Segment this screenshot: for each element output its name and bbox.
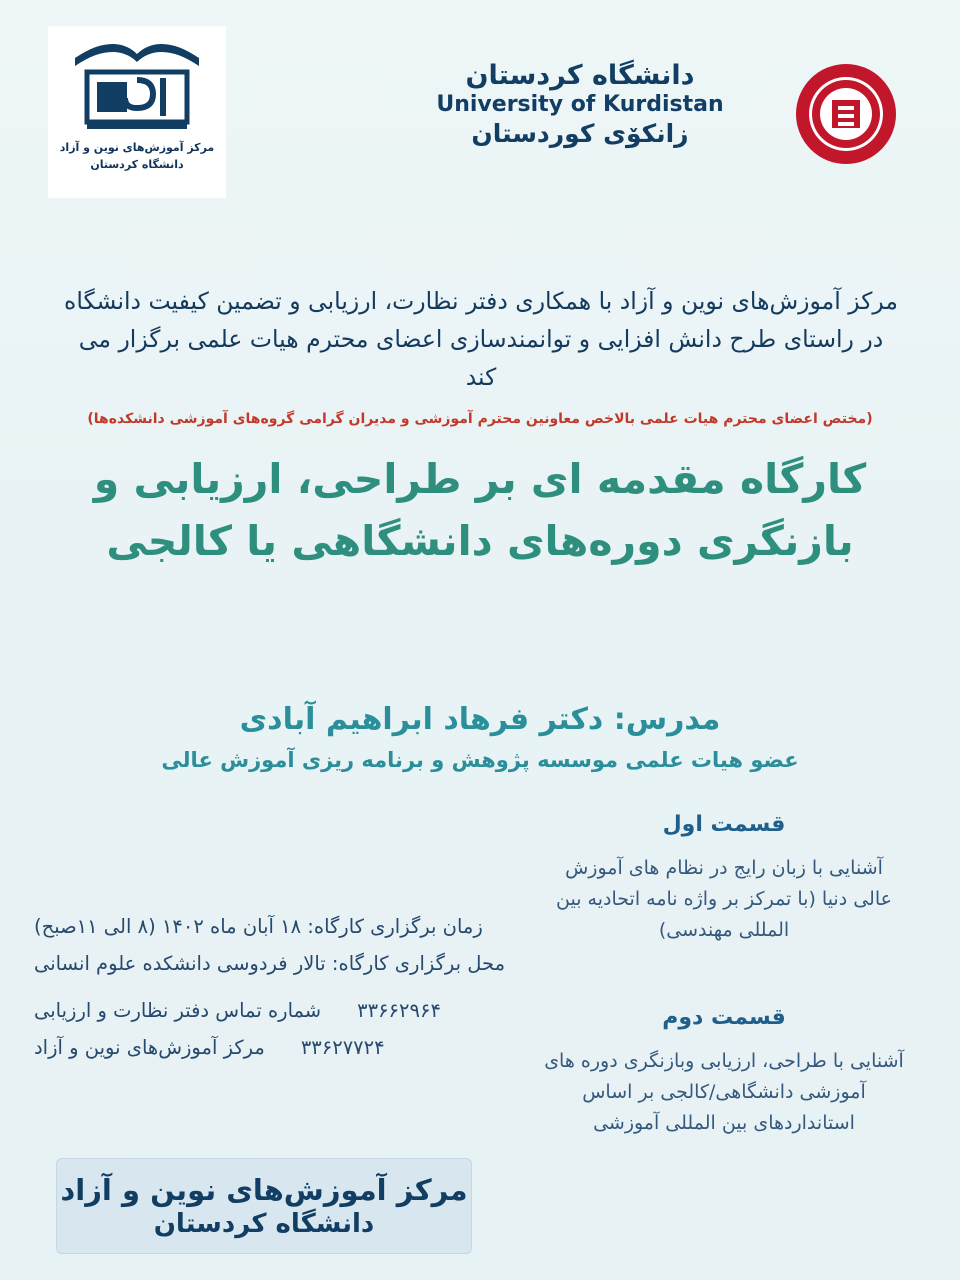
university-seal-icon xyxy=(794,62,898,166)
instructor-affiliation: عضو هیات علمی موسسه پژوهش و برنامه ریزی آموزش عالی xyxy=(161,747,799,772)
university-name-block xyxy=(420,60,740,149)
part-one-body: آشنایی با زبان رایج در نظام های آموزش عالی دنیا (با تمرکز بر واژه نامه اتحادیه بین المللی مهندسی) xyxy=(556,857,892,941)
university-name-en: University of Kurdistan xyxy=(436,92,724,118)
center-logo-caption-line1: مرکز آموزش‌های نوین و آزاد xyxy=(59,141,215,154)
part-two-body: آشنایی با طراحی، ارزیابی وبازنگری دوره های آموزشی دانشگاهی/کالجی بر اساس استانداردهای بین المللی آموزشی xyxy=(544,1050,904,1134)
footer-badge-line2: دانشگاه کردستان xyxy=(153,1208,375,1239)
footer-badge-line1: مرکز آموزش‌های نوین و آزاد xyxy=(60,1172,468,1207)
event-place: محل برگزاری کارگاه: تالار فردوسی دانشکده علوم انسانی xyxy=(34,952,506,976)
poster-header xyxy=(0,18,960,198)
university-name-ku: زانکۆی کوردستان xyxy=(471,119,689,149)
phone-number-1: ۳۳۶۶۲۹۶۴ xyxy=(357,999,441,1023)
event-time: زمان برگزاری کارگاه: ۱۸ آبان ماه ۱۴۰۲ (۸ الی ۱۱صبح) xyxy=(34,915,483,938)
contact-phones xyxy=(34,992,554,1066)
part-one xyxy=(544,812,904,945)
parts-column xyxy=(544,812,904,1139)
center-logo-block xyxy=(48,26,226,198)
event-details xyxy=(34,908,554,1066)
part-one-heading: قسمت اول xyxy=(662,812,786,837)
footer-badge xyxy=(56,1158,472,1254)
part-two xyxy=(544,1005,904,1138)
part-two-heading: قسمت دوم xyxy=(662,1005,786,1031)
workshop-title: کارگاه مقدمه ای بر طراحی، ارزیابی و بازنگری دوره‌های دانشگاهی یا کالجی xyxy=(93,455,867,566)
open-book-emblem-icon xyxy=(67,32,207,136)
instructor-block xyxy=(60,700,900,775)
university-name-fa: دانشگاه کردستان xyxy=(465,60,695,91)
intro-paragraph: مرکز آموزش‌های نوین و آزاد با همکاری دفتر نظارت، ارزیابی و تضمین کیفیت دانشگاه در راستای طرح دانش افزایی و توانمندسازی اعضای محترم هیات علمی برگزار می کند xyxy=(64,287,898,392)
phone-row xyxy=(34,992,554,1029)
phone-label-2: مرکز آموزش‌های نوین و آزاد xyxy=(34,1036,265,1060)
phone-row xyxy=(34,1029,554,1066)
audience-note: (مختص اعضای محترم هیات علمی بالاخص معاونین محترم آموزشی و مدیران گرامی گروه‌های آموزشی دانشکده‌ها) xyxy=(87,411,873,427)
instructor-name: مدرس: دکتر فرهاد ابراهیم آبادی xyxy=(239,702,721,737)
center-logo-caption-line2: دانشگاه کردستان xyxy=(90,157,184,171)
phone-label-1: شماره تماس دفتر نظارت و ارزیابی xyxy=(34,999,322,1023)
phone-number-2: ۳۳۶۲۷۷۲۴ xyxy=(300,1036,385,1060)
center-logo-caption xyxy=(60,140,214,173)
